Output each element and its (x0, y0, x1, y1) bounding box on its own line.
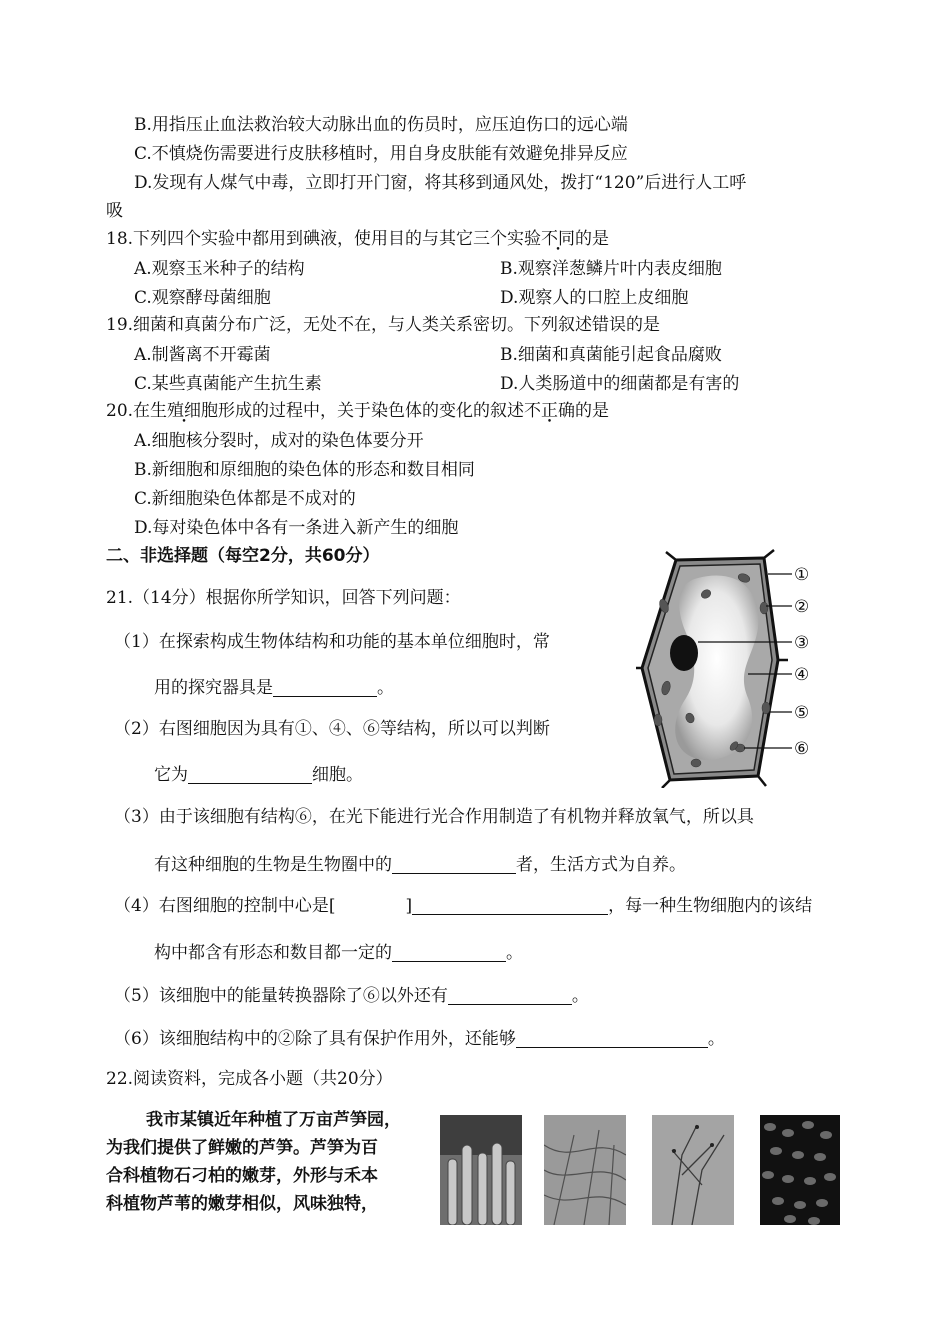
answer-blank (392, 943, 506, 962)
q22-reading-line4: 科植物芦苇的嫩芽相似，风味独特， (106, 1194, 378, 1214)
shrub-photo (652, 1115, 734, 1225)
q19-option-c: C.某些真菌能产生抗生素 (134, 374, 322, 394)
q18-option-d: D.观察人的口腔上皮细胞 (500, 288, 689, 308)
q17-option-c: C.不慎烧伤需要进行皮肤移植时，用自身皮肤能有效避免排异反应 (134, 144, 628, 164)
q19-option-b: B.细菌和真菌能引起食品腐败 (500, 345, 722, 365)
seeds-photo (760, 1115, 840, 1225)
q18-option-b: B.观察洋葱鳞片叶内表皮细胞 (500, 259, 722, 279)
q21-part1-line1: （1）在探索构成生物体结构和功能的基本单位细胞时，常 (114, 632, 550, 652)
cell-label-6: ⑥ (794, 739, 810, 759)
q20-option-c: C.新细胞染色体都是不成对的 (134, 489, 356, 509)
cell-label-5: ⑤ (794, 703, 810, 723)
answer-blank (188, 765, 312, 784)
q21-part4-line2: 构中都含有形态和数目都一定的 。 (154, 943, 523, 963)
answer-blank (516, 1029, 708, 1048)
q17-option-d: D.发现有人煤气中毒，立即打开门窗，将其移到通风处，拨打“120”后进行人工呼 (134, 173, 747, 193)
answer-blank (448, 986, 572, 1005)
grass-photo (544, 1115, 626, 1225)
q22-reading-line1: 我市某镇近年种植了万亩芦笋园， (146, 1110, 401, 1130)
q19-emphasis: 错误 (592, 315, 627, 335)
q21-part4-line1: （4）右图细胞的控制中心是[ ] ，每一种生物细胞内的该结 (114, 896, 813, 916)
q21-part3-line2: 有这种细胞的生物是生物圈中的 者，生活方式为自养。 (154, 855, 686, 875)
q19-option-a: A.制酱离不开霉菌 (134, 345, 271, 365)
q21-part3-line1: （3）由于该细胞有结构⑥，在光下能进行光合作用制造了有机物并释放氧气，所以具 (114, 807, 754, 827)
cell-label-3: ③ (794, 633, 810, 653)
q21-part2-line1: （2）右图细胞因为具有①、④、⑥等结构，所以可以判断 (114, 719, 550, 739)
q22-reading-line3: 合科植物石刁柏的嫩芽，外形与禾本 (106, 1166, 378, 1186)
q20-emphasis-2: 不正确 (524, 401, 576, 421)
q21-part1-line2: 用的探究器具是 。 (154, 678, 394, 698)
section-heading: 二、非选择题（每空2分，共60分） (106, 546, 380, 566)
answer-blank (392, 855, 516, 874)
q17-option-b: B.用指压止血法救治较大动脉出血的伤员时，应压迫伤口的远心端 (134, 115, 628, 135)
q18-option-c: C.观察酵母菌细胞 (134, 288, 271, 308)
cell-label-2: ② (794, 597, 810, 617)
asparagus-photo (440, 1115, 522, 1225)
plant-cell-diagram (636, 548, 836, 788)
q20-option-d: D.每对染色体中各有一条进入新产生的细胞 (134, 518, 459, 538)
answer-blank (273, 678, 377, 697)
q18-stem: 18.下列四个实验中都用到碘液，使用目的与其它三个实验不同的是 (106, 229, 610, 249)
answer-blank (412, 896, 608, 915)
q21-stem: 21.（14分）根据你所学知识，回答下列问题： (106, 588, 461, 608)
q20-option-b: B.新细胞和原细胞的染色体的形态和数目相同 (134, 460, 475, 480)
q17-option-d-wrap: 吸 (106, 201, 123, 221)
q19-option-d: D.人类肠道中的细菌都是有害的 (500, 374, 740, 394)
q22-stem: 22.阅读资料，完成各小题（共20分） (106, 1069, 393, 1089)
cell-label-1: ① (794, 565, 810, 585)
q21-part2-line2: 它为 细胞。 (154, 765, 363, 785)
q19-stem: 19.细菌和真菌分布广泛，无处不在，与人类关系密切。下列叙述错误的是 (106, 315, 661, 335)
q20-emphasis-1: 生殖细胞 (150, 401, 219, 421)
q18-emphasis: 不同 (541, 229, 576, 249)
q20-stem: 20.在生殖细胞形成的过程中，关于染色体的变化的叙述不正确的是 (106, 401, 610, 421)
q21-part6: （6）该细胞结构中的②除了具有保护作用外，还能够 。 (114, 1029, 725, 1049)
q22-reading-line2: 为我们提供了鲜嫩的芦笋。芦笋为百 (106, 1138, 378, 1158)
q20-option-a: A.细胞核分裂时，成对的染色体要分开 (134, 431, 424, 451)
q18-option-a: A.观察玉米种子的结构 (134, 259, 305, 279)
q21-part5: （5）该细胞中的能量转换器除了⑥以外还有 。 (114, 986, 589, 1006)
cell-label-4: ④ (794, 665, 810, 685)
